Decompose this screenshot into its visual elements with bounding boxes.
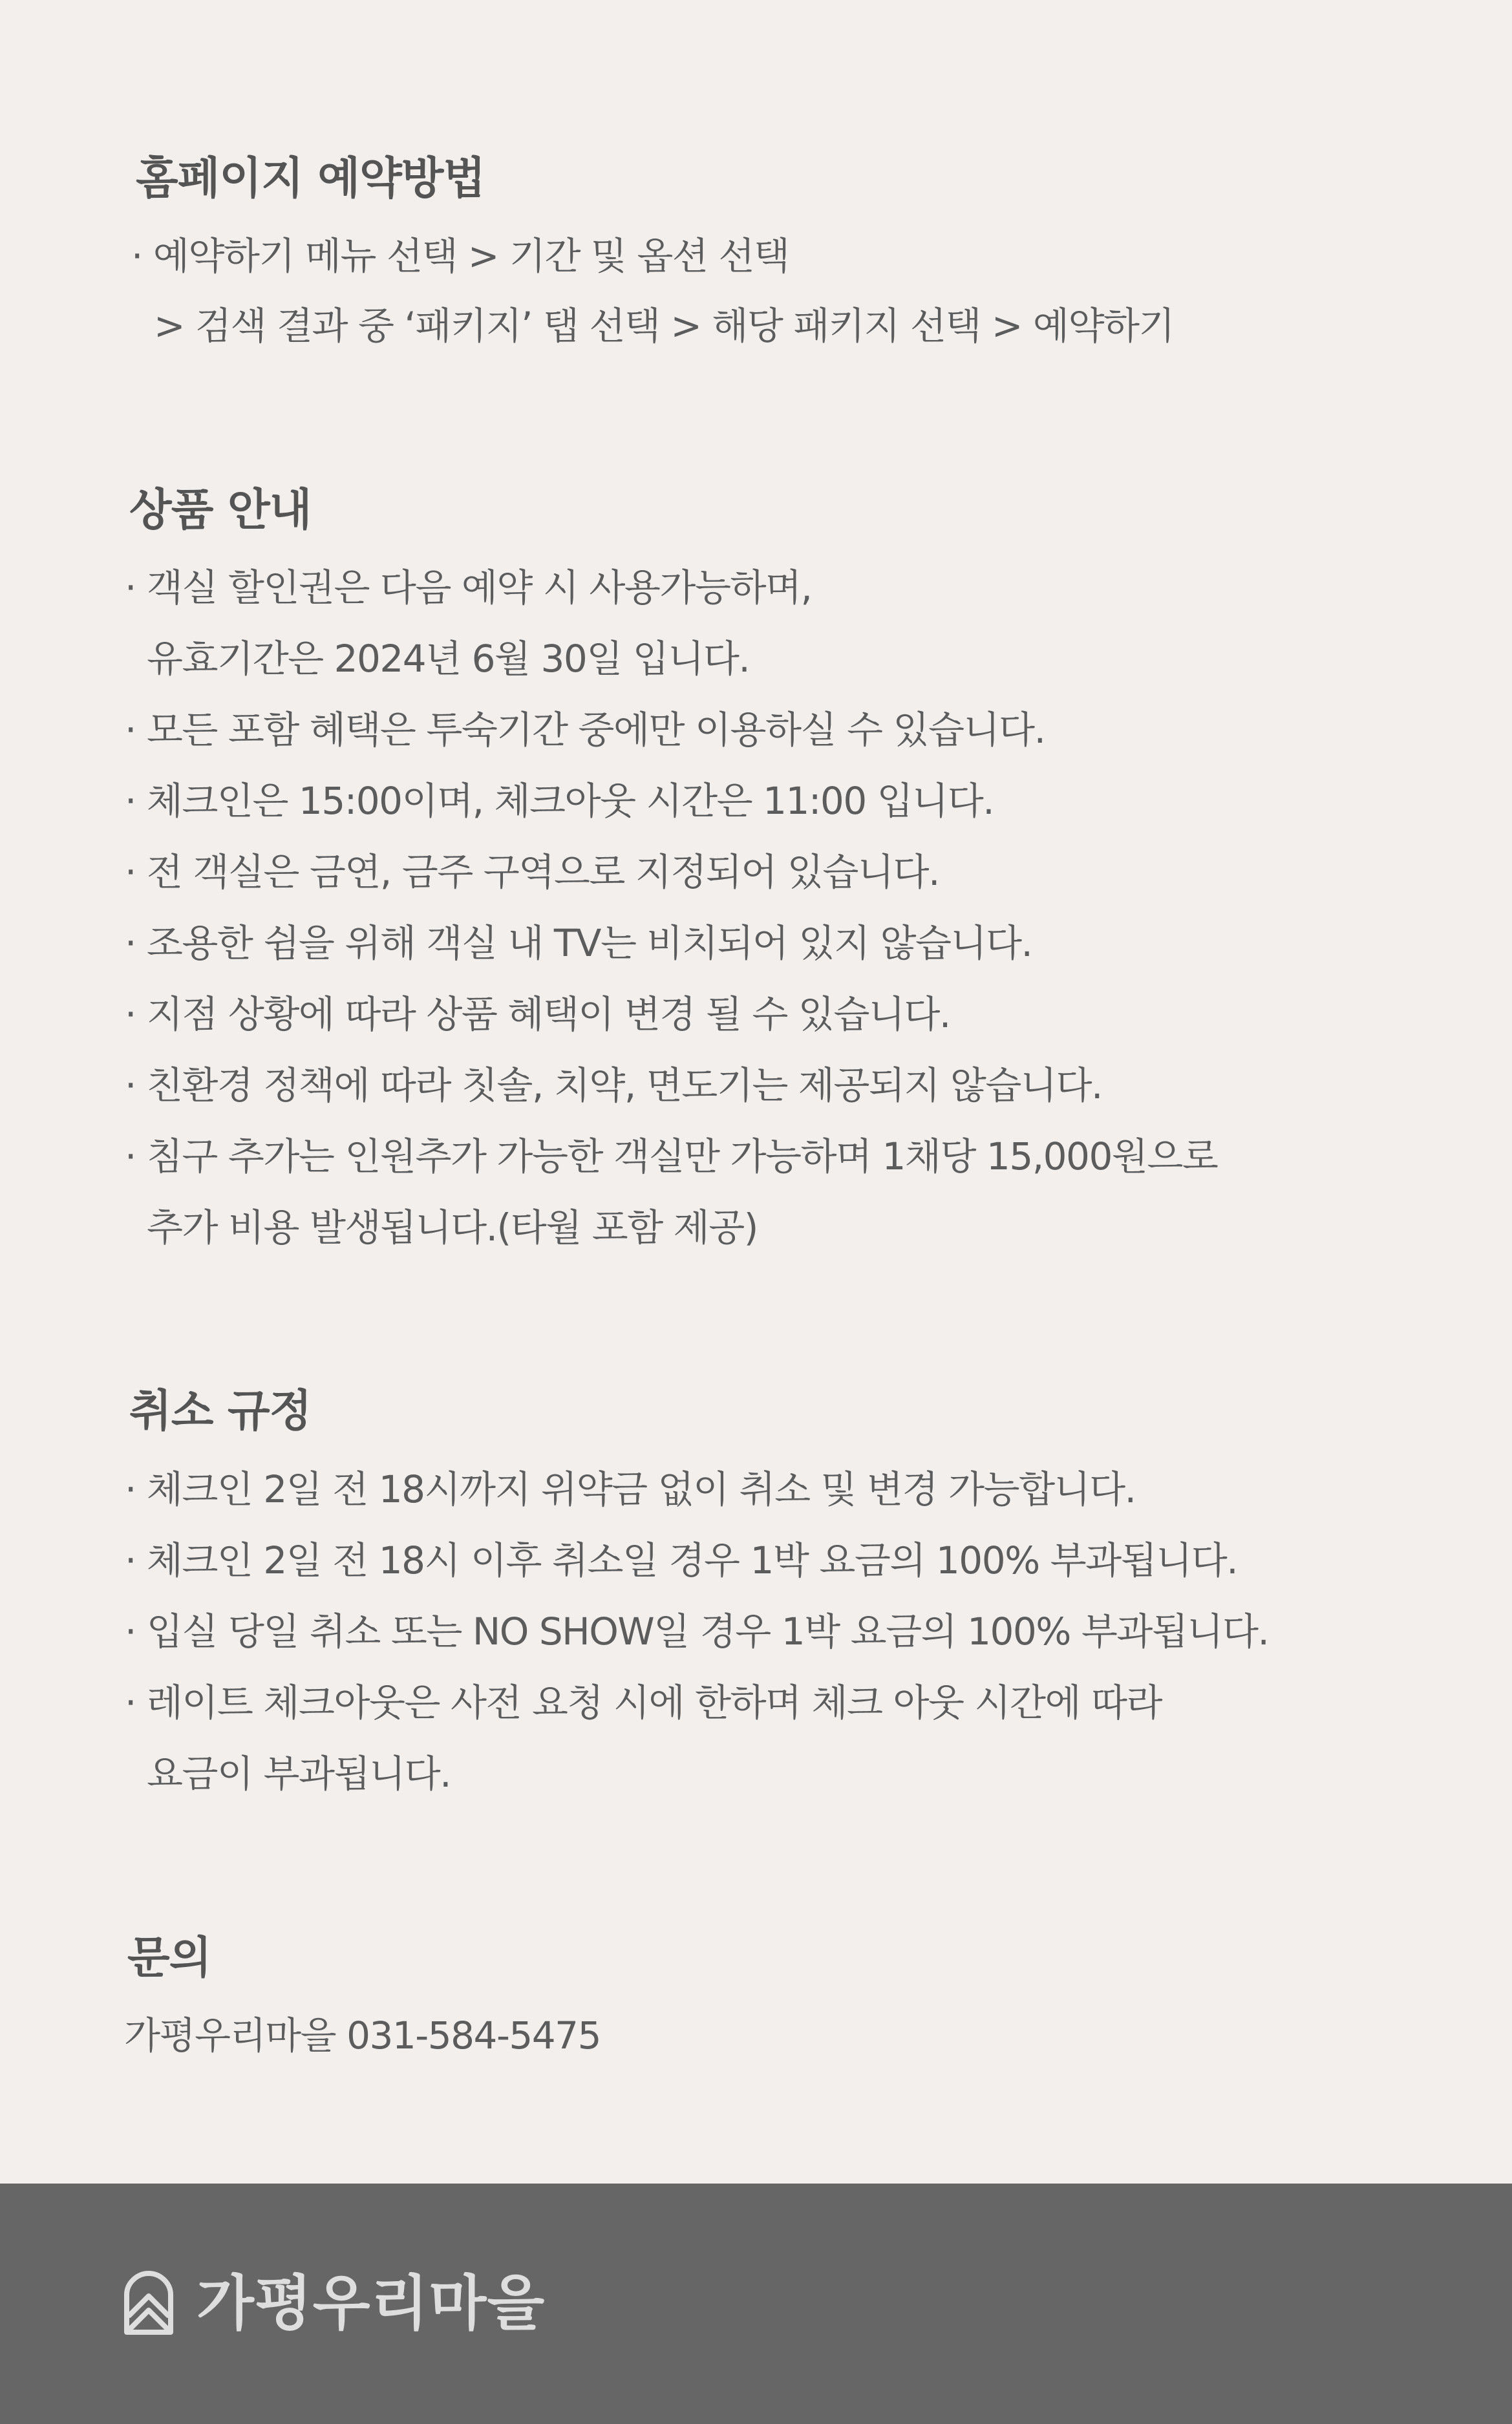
cancellation-policy-line: 요금이 부과됩니다. xyxy=(147,1752,451,1796)
cancellation-policy-heading: 취소 규정 xyxy=(129,1386,312,1437)
cancellation-policy-line: · 입실 당일 취소 또는 NO SHOW일 경우 1박 요금의 100% 부과됩니다. xyxy=(125,1610,1269,1653)
cancellation-policy-line: · 체크인 2일 전 18시까지 위약금 없이 취소 및 변경 가능합니다. xyxy=(125,1467,1136,1511)
product-info-line: · 전 객실은 금연, 금주 구역으로 지정되어 있습니다. xyxy=(125,850,939,894)
cancellation-policy-line: · 레이트 체크아웃은 사전 요청 시에 한하며 체크 아웃 시간에 따라 xyxy=(125,1681,1162,1725)
brand-name: 가평우리마을 xyxy=(197,2269,546,2338)
cancellation-policy-line: · 체크인 2일 전 18시 이후 취소일 경우 1박 요금의 100% 부과됩니다. xyxy=(125,1538,1238,1582)
product-info-line: 추가 비용 발생됩니다.(타월 포함 제공) xyxy=(147,1206,758,1249)
product-info-line: · 체크인은 15:00이며, 체크아웃 시간은 11:00 입니다. xyxy=(125,779,994,823)
product-info-line: · 모든 포함 혜택은 투숙기간 중에만 이용하실 수 있습니다. xyxy=(125,708,1045,752)
contact-heading: 문의 xyxy=(127,1933,211,1984)
brand-logo xyxy=(123,2268,545,2339)
product-info-line: · 객실 할인권은 다음 예약 시 사용가능하며, xyxy=(125,566,812,610)
product-info-line: · 친환경 정책에 따라 칫솔, 치약, 면도기는 제공되지 않습니다. xyxy=(125,1063,1102,1107)
reservation-method-heading: 홈페이지 예약방법 xyxy=(136,153,485,204)
product-info-line: · 조용한 쉼을 위해 객실 내 TV는 비치되어 있지 않습니다. xyxy=(125,921,1032,965)
product-info-line: 유효기간은 2024년 6월 30일 입니다. xyxy=(147,637,750,681)
product-info-heading: 상품 안내 xyxy=(129,485,312,536)
product-info-line: · 지점 상황에 따라 상품 혜택이 변경 될 수 있습니다. xyxy=(125,992,950,1036)
product-info-line: · 침구 추가는 인원추가 가능한 객실만 가능하며 1채당 15,000원으로 xyxy=(125,1134,1218,1178)
footer xyxy=(0,2184,1512,2424)
reservation-step-line: · 예약하기 메뉴 선택 > 기간 및 옵션 선택 xyxy=(131,234,789,278)
reservation-step-line: > 검색 결과 중 ‘패키지’ 탭 선택 > 해당 패키지 선택 > 예약하기 xyxy=(154,304,1175,348)
house-logo-icon xyxy=(123,2270,175,2337)
contact-text: 가평우리마을 031-584-5475 xyxy=(124,2014,601,2057)
